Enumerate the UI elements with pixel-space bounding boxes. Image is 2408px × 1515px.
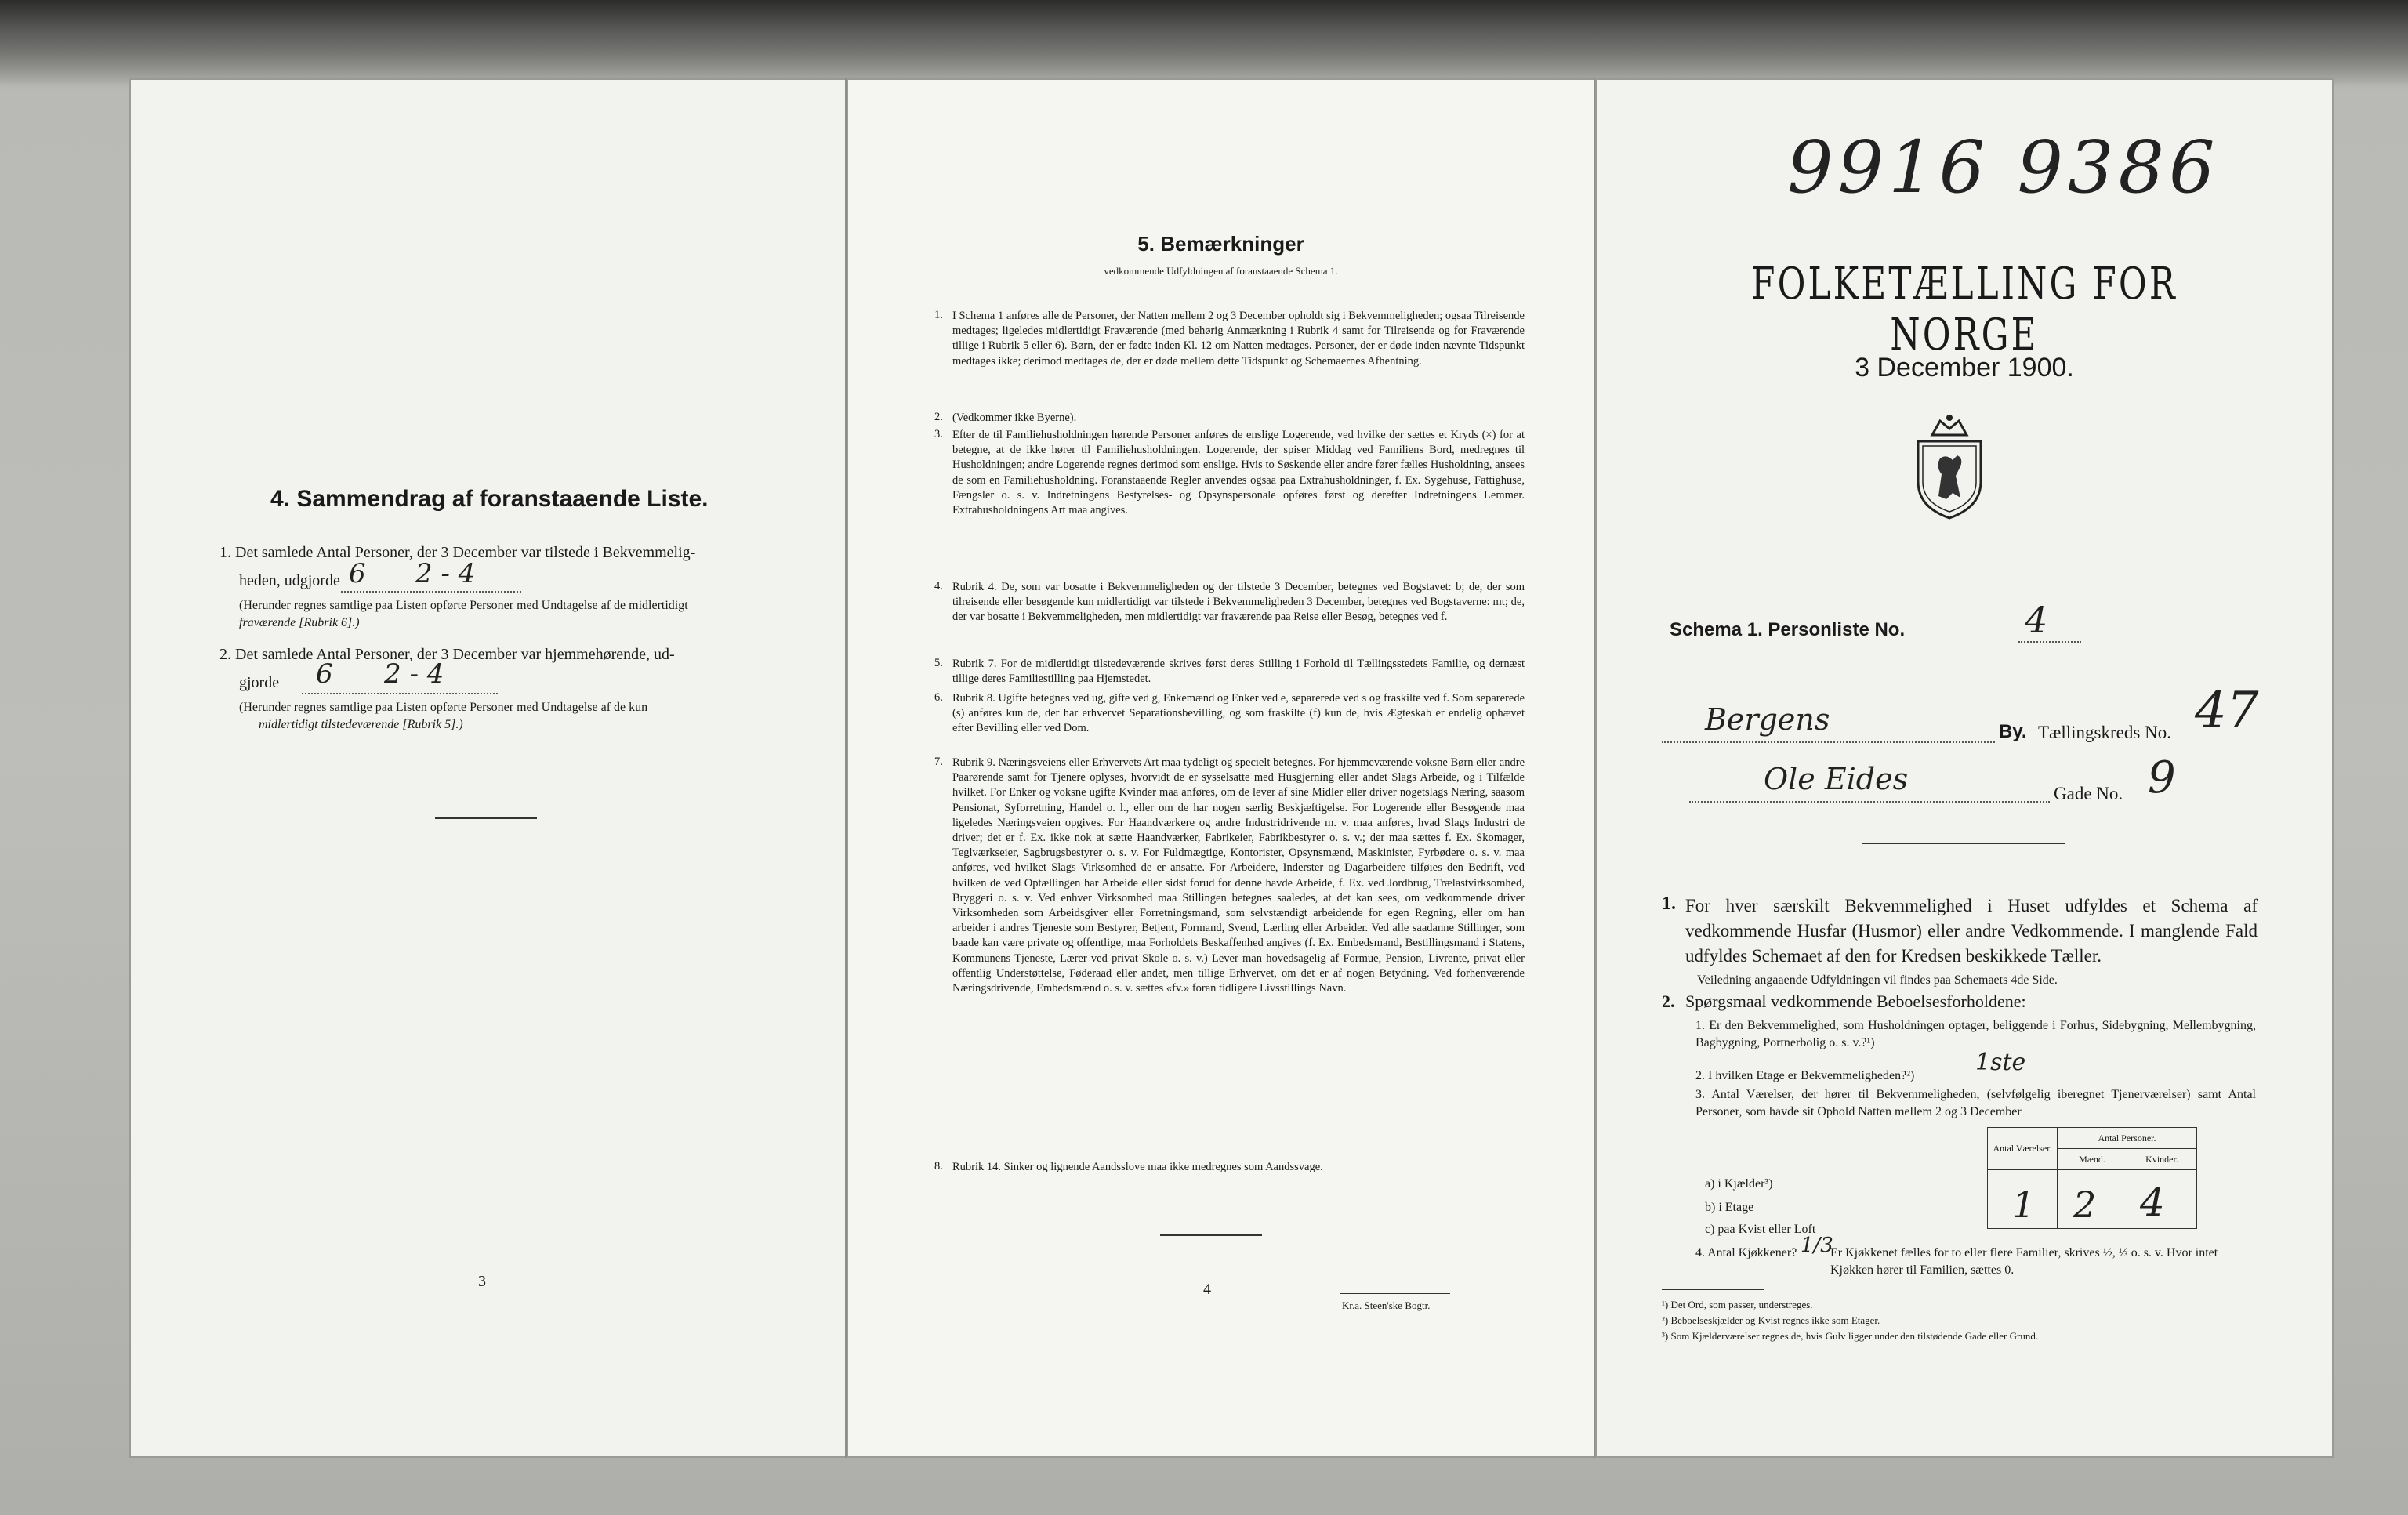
main-title: FOLKETÆLLING FOR NORGE: [1751, 259, 2178, 361]
summary-title: 4. Sammendrag af foranstaaende Liste.: [270, 486, 709, 512]
item1-prefix: heden, udgjorde: [239, 572, 340, 589]
footnote-1: ¹) Det Ord, som passer, understreges.: [1662, 1299, 1813, 1310]
note-3: Efter de til Familiehusholdningen hørende Personer anføres de enslige Logerende, ved hvilke der sættes et Kryds (×) for at betegne, at de ikke hører til Familiehusholdningen. Logerende, der spiser Middag ved Familiens Bord, medregnes til Husholdningen; andre Logerende regnes derimod som enslige. Hvis to Søskende eller andre fører fælles Husholdning, ansees de som en Familiehusholdning. Foranstaaende Regler anvendes ogsaa paa Extrahusholdninger, f. Ex. Sygehuse, Fattighuse, Fængsler o. s. v. Indretningens Bestyrelses- og Opsynspersonale opføres først og derefter Indretningens Lemmer. Extrahusholdningens Art maa angives.: [952, 429, 1525, 517]
rooms-value: 1: [2012, 1183, 2036, 1226]
item2-value-2: 2 - 4: [384, 658, 444, 690]
note-5-num: 5.: [934, 657, 943, 669]
note-7: Rubrik 9. Næringsveiens eller Erhvervets Art maa tydeligt og specielt betegnes. For hjemmeværende voksne Børn eller andre Paarørende samt for Tjenere oplyses, hvorvidt de er sysselsatte med Husgjerning eller andet Slags Arbeide, og i Tilfælde hvilket. For Enker og voksne ugifte Kvinder maa anføres, om de lever af sine Midler eller driver nogetslags Næring, saasom Pensionat, Syforretning, Handel o. l., eller om de har nogen særlig Beskjæftigelse. For Logerende eller Besøgende maa ligeledes Næringsveien opgives. For Haandværkere og andre Industridrivende m. v. maa anføres, hvad Slags Industri de driver; det er f. Ex. ikke nok at sætte Haandværker, Fabrikeier, Fabrikbestyrer o. s. v.; der maa sættes f. Ex. Skomager, Teglværkseier, Sagbrugsbestyrer o. s. v. For Fuldmægtige, Kontorister, Opsynsmænd, Maskinister, Fyrbødere o. s. v. maa anføres, ved hvilket Slags Virksomhed de er ansatte. For Arbeidere, Inderster og Dagarbeidere tilføies den Bedrift, ved hvilken de ved Optællingen har Arbeide eller sidst forud for denne havde Arbeide, f. Ex. ved Jordbrug, Trælastvirksomhed, Bryggeri o. s. v. Ved enhver Virksomhed maa Stillingen betegnes saaledes, at det kan sees, om vedkommende driver Virksomheden som Arbeidsgiver eller Forretningsmand, som selvstændigt arbeidende for egen Regning, eller om han arbeider i andres Tjeneste som Bestyrer, Betjent, Formand, Svend, Lærling eller Arbeider. Ved alle saadanne Stillinger, som baade kan være private og offentlige, maa Forholdets Beskaffenhed angives (f. Ex. Embedsmand, Bestillingsmand i Statens, Kommunens Tjeneste, Lærer ved privat Skole o. s. v.) Lever man hovedsagelig af Formue, Pension, Livrente, privat eller offentlig Understøttelse, Føderaad eller andet, men tillige Erhvervet, om det er af nogen Betydning. Ved forhenværende Næringsdrivende, Embedsmænd o. s. v. sættes «fv.» foran tidligere Livsstillings Navn.: [952, 756, 1525, 995]
street-name: Ole Eides: [1764, 762, 1909, 796]
persons-header: Antal Personer.: [2058, 1128, 2197, 1149]
scan-shadow: [0, 0, 2408, 86]
printer-imprint: Kr.a. Steen'ske Bogtr.: [1342, 1299, 1431, 1311]
item1-note-1: (Herunder regnes samtlige paa Listen opførte Personer med Undtagelse af de midlertidigt: [239, 599, 688, 612]
gade-label: Gade No.: [2054, 784, 2123, 803]
summary-item-1: 1. Det samlede Antal Personer, der 3 December var tilstede i Bekvemmelig-: [219, 544, 696, 561]
question-4-answer: 1/3: [1801, 1234, 1833, 1257]
question-2-answer: 1ste: [1975, 1049, 2026, 1076]
note-1-num: 1.: [934, 309, 943, 321]
note-8: Rubrik 14. Sinker og lignende Aandsslove maa ikke medregnes som Aandssvage.: [952, 1161, 1323, 1173]
printer-rule: [1340, 1293, 1450, 1294]
note-4: Rubrik 4. De, som var bosatte i Bekvemmeligheden og der tilstede 3 December, betegnes ved Bogstavet: b; de, der som tilreisende eller besøgende kun midlertidigt var tilstede i Bekvemmeligheden 3 December, betegnes ved Bogstaverne: mt; de, der var bosatte i Bekvemmeligheden, men midlertidigt var fraværende paa Reise eller Besøg, betegnes ved f.: [952, 581, 1525, 624]
schema-number: 4: [2025, 599, 2048, 641]
street-line: [1689, 801, 2050, 803]
instruction-2-num: 2.: [1662, 991, 1675, 1011]
schema-number-line: [2018, 641, 2081, 643]
kreds-number: 47: [2195, 682, 2259, 740]
census-date: 3 December 1900.: [1855, 353, 2074, 382]
question-3: 3. Antal Værelser, der hører til Bekvemmeligheden, (selvfølgelig iberegnet Tjenerværelser) samt Antal Personer, som havde sit Ophold Natten mellem 2 og 3 December: [1695, 1088, 2256, 1118]
note-6: Rubrik 8. Ugifte betegnes ved ug, gifte ved g, Enkemænd og Enker ved e, separerede ved s og fraskilte ved f. Som separerede (s) anføres kun de, der har erhvervet Separationsbevilling, og som fraskilte (f) kun de, hvis Ægteskab er endelig ophævet efter Bevilling eller ved Dom.: [952, 692, 1525, 735]
women-value: 4: [2140, 1180, 2165, 1225]
question-1: 1. Er den Bekvemmelighed, som Husholdningen optager, beliggende i Forhus, Sidebygning, Mellembygning, Bagbygning, Portnerbolig o. s. v.?¹): [1695, 1019, 2256, 1049]
question-4: 4. Antal Kjøkkener?: [1695, 1246, 1797, 1259]
summary-item-2: 2. Det samlede Antal Personer, der 3 December var hjemmehørende, ud-: [219, 646, 675, 663]
city-name: Bergens: [1705, 702, 1830, 737]
remarks-subtitle: vedkommende Udfyldningen af foranstaaende Schema 1.: [1104, 265, 1338, 277]
instruction-1: For hver særskilt Bekvemmelighed i Huset udfyldes et Schema af vedkommende Husfar (Husmor) eller andre Vedkommende. I manglende Fald udfyldes Schemaet af den for Kredsen beskikkede Tæller.: [1685, 896, 2258, 966]
footnote-2: ²) Beboelseskjælder og Kvist regnes ikke som Etager.: [1662, 1314, 1880, 1326]
note-7-num: 7.: [934, 756, 943, 768]
note-1: I Schema 1 anføres alle de Personer, der Natten mellem 2 og 3 December opholdt sig i Bekvemmeligheden; ogsaa Tilreisende medtages; ligeledes midlertidigt Fraværende (med behørig Anmærkning i Rubrik 4 samt for Tilreisende og for Fraværende tillige i Rubrik 5 eller 6). Børn, der er fødte inden Kl. 12 om Natten medtages. Personer, der er døde inden nævnte Tidspunkt medtages ikke; derimod medtages de, der er døde mellem dette Tidspunkt og Schemaernes Afhentning.: [952, 310, 1525, 368]
item2-note-2: midlertidigt tilstedeværende [Rubrik 5].): [259, 718, 463, 731]
item1-note-2: fraværende [Rubrik 6].): [239, 616, 360, 629]
note-8-num: 8.: [934, 1160, 943, 1172]
archive-number: 9916 9386: [1787, 125, 2220, 209]
page-1: [1595, 78, 2334, 1458]
note-4-num: 4.: [934, 580, 943, 593]
remarks-title: 5. Bemærkninger: [1137, 232, 1304, 256]
schema-label: Schema 1. Personliste No.: [1670, 619, 1906, 640]
men-value: 2: [2073, 1183, 2097, 1226]
item1-value-2: 2 - 4: [415, 558, 476, 589]
instruction-1-sub: Veiledning angaaende Udfyldningen vil findes paa Schemaets 4de Side.: [1697, 973, 2058, 987]
note-2: (Vedkommer ikke Byerne).: [952, 411, 1077, 424]
item1-line: [341, 591, 521, 593]
coat-of-arms-icon: [1909, 411, 1990, 521]
women-header: Kvinder.: [2127, 1149, 2197, 1170]
row-attic: c) paa Kvist eller Loft: [1705, 1223, 1816, 1236]
item1-value-1: 6: [349, 558, 366, 589]
city-line: [1662, 741, 1995, 743]
page-4: [847, 78, 1595, 1458]
men-header: Mænd.: [2058, 1149, 2127, 1170]
remarks-end-rule: [1160, 1234, 1262, 1236]
gade-number: 9: [2148, 752, 2176, 803]
item2-value-1: 6: [316, 658, 333, 690]
page-3: [129, 78, 847, 1458]
footnote-3: ³) Som Kjælderværelser regnes de, hvis Gulv ligger under den tilstødende Gade eller Grund.: [1662, 1330, 2039, 1342]
question-2: 2. I hvilken Etage er Bekvemmeligheden?²): [1695, 1069, 1915, 1082]
note-6-num: 6.: [934, 691, 943, 704]
page-number-4: 4: [1203, 1281, 1211, 1298]
item2-line: [302, 693, 498, 694]
row-basement: a) i Kjælder³): [1705, 1177, 1773, 1191]
note-3-num: 3.: [934, 428, 943, 440]
row-floor: b) i Etage: [1705, 1201, 1754, 1214]
page-number-3: 3: [478, 1273, 486, 1290]
item2-prefix: gjorde: [239, 674, 280, 691]
question-4-rest: Er Kjøkkenet fælles for to eller flere Familier, skrives ½, ⅓ o. s. v. Hvor intet Kjøkken hører til Familien, sættes 0.: [1830, 1246, 2218, 1277]
instruction-1-num: 1.: [1662, 893, 1676, 914]
by-label: By.: [1999, 721, 2027, 742]
header-rule: [1862, 843, 2065, 844]
summary-end-rule: [435, 817, 537, 819]
rooms-header: Antal Værelser.: [1988, 1128, 2058, 1170]
instruction-2: Spørgsmaal vedkommende Beboelsesforholdene:: [1685, 991, 2026, 1011]
note-5: Rubrik 7. For de midlertidigt tilstedeværende skrives først deres Stilling i Forhold til Tællingsstedets Familie, og dernæst tillige deres Familiestilling paa Hjemstedet.: [952, 658, 1525, 686]
kreds-label: Tællingskreds No.: [2038, 723, 2171, 742]
item2-note-1: (Herunder regnes samtlige paa Listen opførte Personer med Undtagelse af de kun: [239, 701, 648, 714]
note-2-num: 2.: [934, 411, 943, 423]
footnote-rule: [1662, 1289, 1764, 1290]
